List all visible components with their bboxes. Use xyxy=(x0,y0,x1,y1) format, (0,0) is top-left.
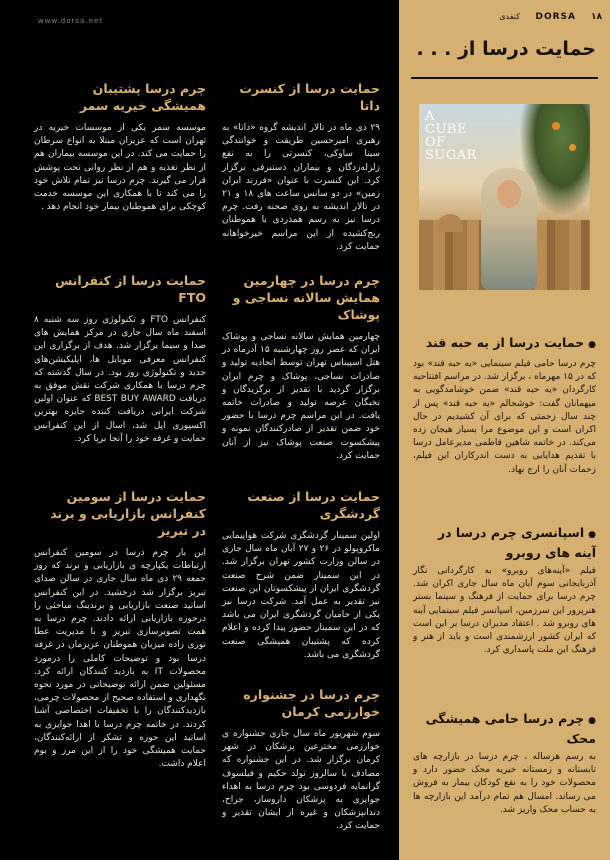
article-heading: حمایت درسا از سومین کنفرانس بازاریابی و برند در تبریز xyxy=(50,489,206,538)
poster-fruit xyxy=(552,122,560,130)
article-heading: چرم درسا پشتیبان همیشگی خیریه سمر xyxy=(79,81,206,113)
article-heading: حمایت درسا از کنفرانس FTO xyxy=(55,273,206,305)
bullet-icon: ● xyxy=(588,340,596,350)
bullet-icon: ● xyxy=(588,716,596,726)
article-heading: چرم درسا در چهارمین همایش سالانه نساجی و پوشاک xyxy=(232,273,380,322)
poster-title-line: SUGAR xyxy=(425,148,477,163)
poster-title-line: OF xyxy=(425,135,446,150)
heading-text: چرم درسا حامی همیشگی محک xyxy=(425,711,596,746)
poster-dome xyxy=(437,214,463,232)
article-body: سوم شهریور ماه سال جاری جشنواره ی خوارزمی مخترعین پزشکان در شهر کرمان برگزار شد. در این جشنواره که مصادف با سالروز تولد حکیم و فیلسوف گرانمایه فردوسی بود چرم درسا به اهداء جوایزی به پزشکان داروساز، جراح، دندانپزشکان و غیره از ایشان تقدیر و حمایت کرد. xyxy=(222,729,380,832)
article-body: این بار چرم درسا در سومین کنفرانس ارتباطات یکپارچه ی بازاریابی و برند که روز جمعه ۲۹ دی ماه سال جاری در سالن صدای تبریز برگزار شد درخشید. در این کنفرانس اساتید صنعت بازاریابی و برندینگ مباحثی را درحوزه بازاریابی ارائه دادند. چرم درسا به همت تصویرسازی تبریز و با مدیریت عطا نوری زاده میزبان هموطنان عزیزمان در غرفه درسا بود و توضیحات کاملی را درمورد محصولات IT به بازدید کنندگان ارائه کرد. مسئولین ضمن ارائه توضیحاتی در مورد نحوه نگهداری و استفاده صحیح از محصولات چرمی، بازدیدکنندگان را با تخفیفات اختصاصی آشنا کردند. در خاتمه چرم درسا با اهدا جوایزی به اساتید این حوزه و تشکر از ارائه‌کنندگان، حمایت همیشگی خود را از این مرز و بوم اعلام داشت. xyxy=(34,548,206,770)
article-heading xyxy=(413,524,596,561)
poster-title-line: CUBE xyxy=(425,122,467,137)
article-body: ۲۹ دی ماه در تالار اندیشه گروه «داتا» به رهبری امیرحسین طریقت و خوانندگی سینا ساوکی، کنسرتی را به نفع زلزله‌زدگان و بیماران دستبرقی برگزار کرد. این کنسرت با عنوان «فرزند ایران زمین» در دو سانس ساعت های ۱۸ و ۲۱ در تالار اندیشه به روی صحنه رفت. چرم درسا نیز به رسم همدردی با هموطنان رنج‌کشیده از این مراسم خیرخواهانه حمایت کرد. xyxy=(222,123,380,252)
article-body: فیلم «آینه‌های روبرو» به کارگردانی نگار آذربایجانی سوم آبان ماه سال جاری اکران شد. چرم درسا برای حمایت از فرهنگ و سینما بستر هنرپرور این سرزمین، اسپانسر فیلم سینمایی آینه های روبرو شد . اعتقاد مدیران درسا بر این است که ایران کشور ارزشمندی است و باید از هنر و فرهنگ این ملت پاسداری کرد. xyxy=(413,566,596,656)
article-tabriz-conference xyxy=(34,488,206,771)
article-body: کنفرانس FTO و تکنولوژی روز سه شنبه ۸ اسفند ماه سال جاری در مرکز همایش های صدا و سیما برگزار شد. هدف از برگزاری این کنفرانس معرفی موبایل ها، اپلیکیشن‌های جدید و تکنولوژی روز بود. در سال گذشته که چرم درسا با همکاری شرکت نقش موفق به دریافت BEST BUY AWARD که عنوان اولین شرکت ایرانی دریافت کننده جایزه بهترین اکسپوری اپل شد، اسال از این کنفرانس حمایت و غرفه خود را آنجا برپا کرد. xyxy=(34,315,207,444)
article-body: چهارمین همایش سالانه نساجی و پوشاک ایران که عصر روز چهارشنبه ۱۵ آذرماه در هتل اسپیناس تهران توسط اتحادیه تولید و صادرات نساجی، پوشاک و چرم ایران برگزار گردید با تقدیر از برگزیدگان و نخبگان عرصه تولید و صادرات خاتمه یافت. در این مراسم چرم درسا با حضور خود ضمن تقدیر از صادرکنندگان نمونه و پیشکسوت صنعت پوشاک نیز از آنان حمایت کرد. xyxy=(222,332,380,461)
article-samar-charity xyxy=(34,80,206,214)
heading-text: حمایت درسا از یه حبه قند xyxy=(425,335,585,350)
article-heading xyxy=(413,710,596,747)
article-yeh-habbeh-ghand xyxy=(413,334,596,477)
article-heading: حمایت درسا از کنسرت داتا xyxy=(239,81,380,113)
title-divider xyxy=(411,77,598,79)
brand-subtitle: کنفدی xyxy=(499,12,520,21)
poster-title xyxy=(425,110,477,162)
website-url: www.dorsa.net xyxy=(38,17,104,25)
article-body: چرم درسا حامی فیلم سینمایی «یه حبه قند» بود که در ۱۵ مهرماه ، برگزار شد. در مراسم افتتاحیه کارگردان «یه حبه قند» ضمن خوشامدگویی به میهمانان گفت: خوشحالم «یه حبه قند» پس از چند سال زحمتی که برای آن کشیدیم در حال اکران است و این موضوع مرا بسیار هیجان زده می‌کند. در خاتمه شاهین فاطمی مدیرعامل درسا با تقدیم هدایایی به دست اندرکاران این فیلم، زحمات آنان را ارج نهاد. xyxy=(413,359,597,475)
article-ayneh-haye-roobaroo xyxy=(413,524,596,657)
sidebar-column xyxy=(399,0,610,860)
poster-title-line: A xyxy=(425,109,435,124)
article-heading xyxy=(413,334,596,354)
bullet-icon: ● xyxy=(588,530,596,540)
heading-text: اسپانسری چرم درسا در آینه های روبرو xyxy=(437,525,596,560)
sidebar-title: حمایت درسا از . . . xyxy=(416,38,596,60)
movie-poster-image xyxy=(419,104,590,290)
page-header xyxy=(399,10,610,28)
page-number: ۱۸ xyxy=(591,12,602,22)
article-body: اولین سمینار گردشگری شرکت هواپیمایی ماکروپولو در ۲۶ و ۲۷ آبان ماه سال جاری در سالن وزارت کشور تهران برگزار شد. در این سمینار ضمن شرح صنعت گردشگری ایران از پیشکسوتان این صنعت نیز تقدیر به عمل آمد. شرکت درسا نیز یکی از حامیان گردشگری ایران می باشد که در این سمینار حضور پیدا کرده و اعلام کرده که پشتیبان همیشگی صنعت گردشگری می باشد. xyxy=(222,531,380,660)
article-data-concert xyxy=(222,80,380,254)
article-textile-conference xyxy=(222,272,380,463)
brand-logo: DORSA xyxy=(535,12,576,22)
article-mahak-charity xyxy=(413,710,596,817)
article-tourism xyxy=(222,488,380,662)
article-heading: چرم درسا در جشنواره خوارزمی کرمان xyxy=(243,687,380,719)
article-body: موسسه سمر یکی از موسسات خیریه در تهران است که عزیزان مبتلا به انواع سرطان را حمایت می کند. در این موسسه بیماران هم از نظر تغذیه و هم از نظر روانی تحت پوشش قرار می گیرند. چرم درسا نیز تمام تلاش خود را می کند تا با همکاری این موسسه خدمت کوچکی برای هموطنان بیمار خود انجام دهد . xyxy=(34,123,206,213)
poster-girl-face xyxy=(497,180,521,208)
poster-fruit xyxy=(569,144,576,151)
article-kharazmi-festival xyxy=(222,686,380,834)
article-heading: حمایت درسا از صنعت گردشگری xyxy=(247,489,380,521)
article-body: به رسم هرساله ، چرم درسا در بازارچه های تابستانه و زمستانه خیریه محک حضور دارد و محصولات خود را به نفع کودکان بیمار به فروش می رساند. امسال هم تمام درآمد این بازارچه ها به حساب محک واریز شد. xyxy=(413,752,596,815)
article-fto-conference xyxy=(34,272,206,446)
